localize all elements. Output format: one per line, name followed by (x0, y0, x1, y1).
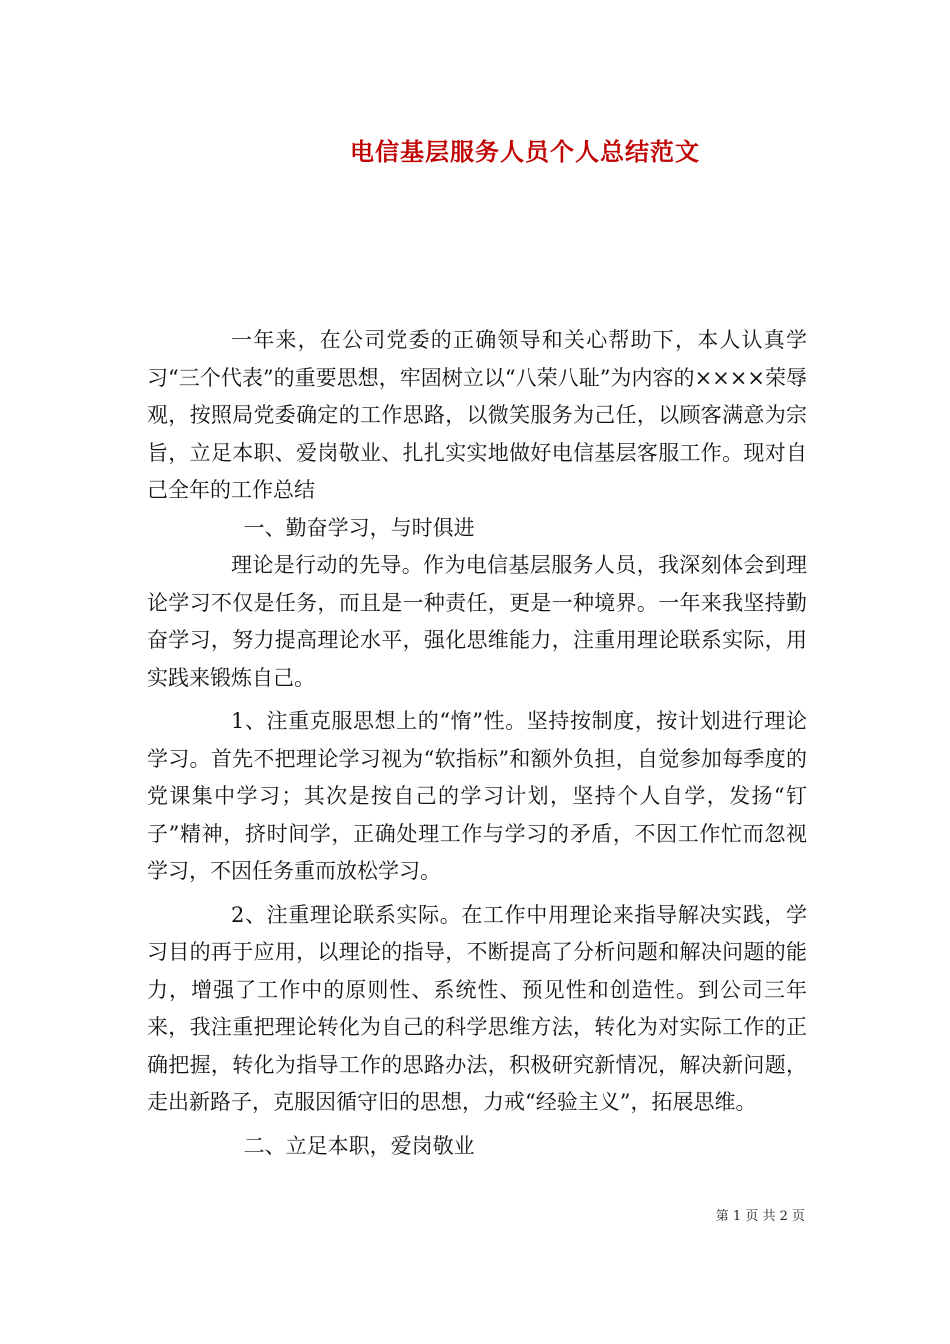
paragraph-point-1: 1、注重克服思想上的“惰”性。坚持按制度，按计划进行理论学习。首先不把理论学习视为“软指标”和额外负担，自觉参加每季度的党课集中学习；其次是按自己的学习计划，坚持个人自学，发扬“钉子”精神，挤时间学，正确处理工作与学习的矛盾，不因工作忙而忽视学习，不因任务重而放松学习。 (147, 709, 807, 883)
section-heading-2: 二、立足本职，爱岗敬业 (243, 1133, 475, 1158)
section-heading-1: 一、勤奋学习，与时俱进 (243, 515, 475, 540)
document-body (147, 322, 807, 1165)
document-title: 电信基层服务人员个人总结范文 (350, 137, 700, 166)
paragraph-intro: 一年来，在公司党委的正确领导和关心帮助下，本人认真学习“三个代表”的重要思想，牢固树立以“八荣八耻”为内容的××××荣辱观，按照局党委确定的工作思路，以微笑服务为己任，以顾客满意为宗旨，立足本职、爱岗敬业、扎扎实实地做好电信基层客服工作。现对自己全年的工作总结 (147, 328, 807, 502)
paragraph-point-2: 2、注重理论联系实际。在工作中用理论来指导解决实践，学习目的再于应用，以理论的指导，不断提高了分析问题和解决问题的能力，增强了工作中的原则性、系统性、预见性和创造性。到公司三年来，我注重把理论转化为自己的科学思维方法，转化为对实际工作的正确把握，转化为指导工作的思路办法，积极研究新情况，解决新问题，走出新路子，克服因循守旧的思想，力戒“经验主义”，拓展思维。 (147, 902, 807, 1114)
paragraph-theory: 理论是行动的先导。作为电信基层服务人员，我深刻体会到理论学习不仅是任务，而且是一种责任，更是一种境界。一年来我坚持勤奋学习，努力提高理论水平，强化思维能力，注重用理论联系实际，用实践来锻炼自己。 (147, 553, 807, 690)
page-footer: 第 1 页 共 2 页 (715, 1209, 805, 1224)
